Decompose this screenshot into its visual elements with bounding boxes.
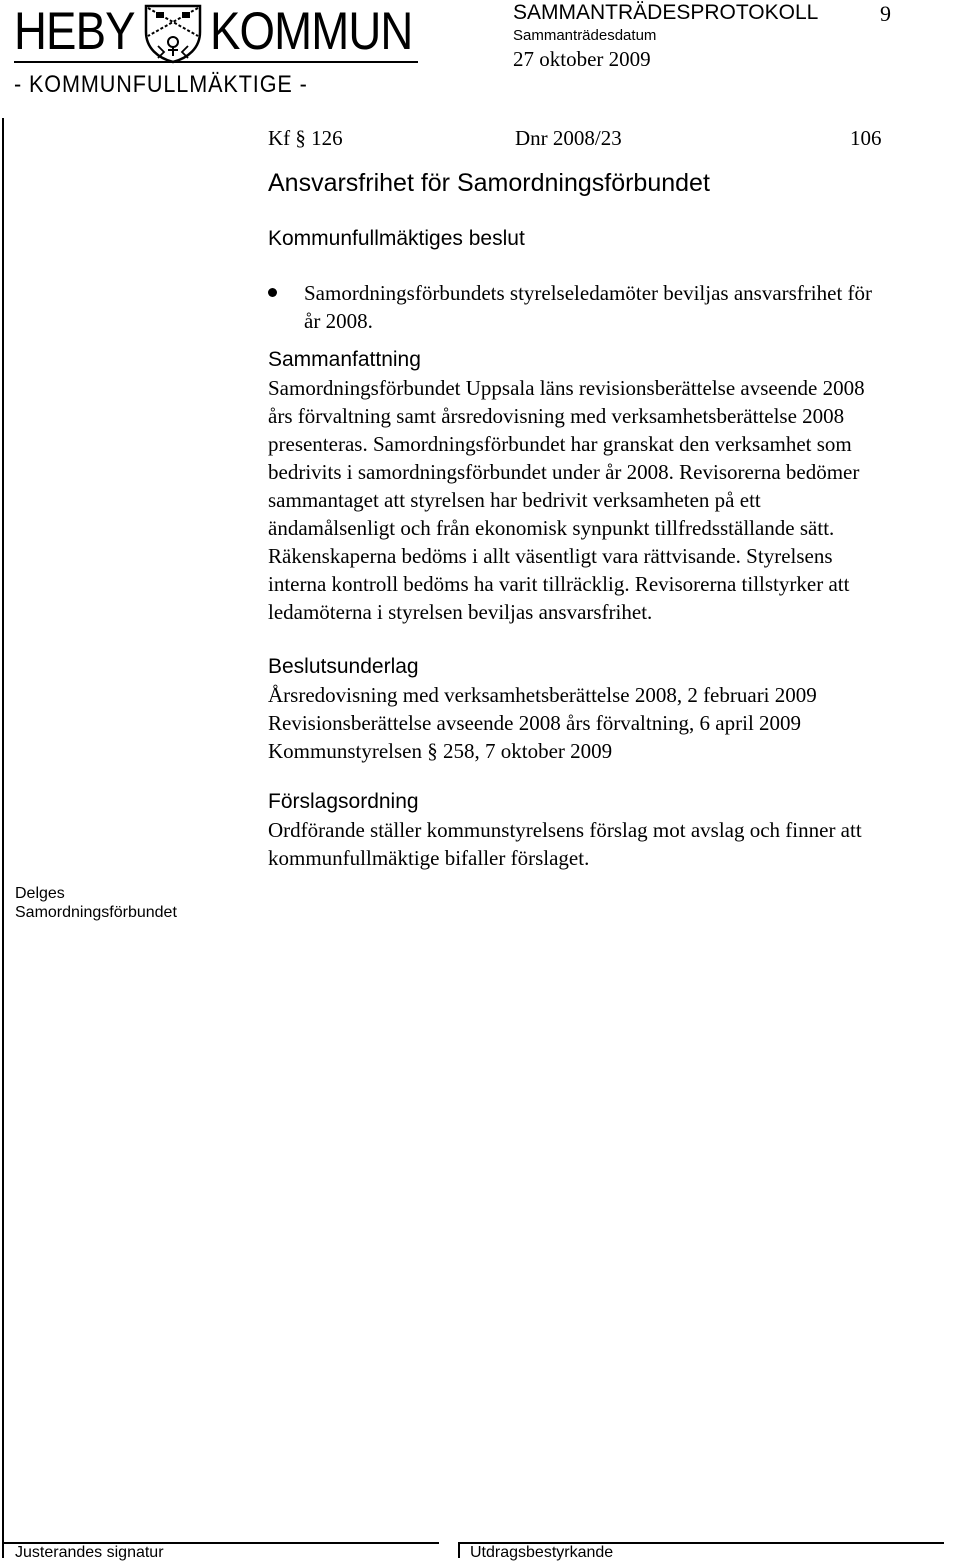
decision-heading: Kommunfullmäktiges beslut [268, 227, 525, 250]
distribution-label: Delges [15, 885, 65, 902]
proposal-body [268, 816, 958, 872]
summary-body [268, 374, 958, 626]
summary-line: ändamålsenligt och från ekonomisk synpunkt tillfredsställande sätt. [268, 516, 835, 540]
case-title: Ansvarsfrihet för Samordningsförbundet [268, 169, 710, 197]
summary-line: sammantaget att styrelsen har bedrivit verksamheten på ett [268, 488, 761, 512]
proposal-line: Ordförande ställer kommunstyrelsens förslag mot avslag och finner att [268, 818, 862, 842]
case-kf: Kf § 126 [268, 126, 343, 150]
footer-divider [458, 1542, 460, 1558]
basis-list [268, 681, 958, 765]
document-title: SAMMANTRÄDESPROTOKOLL [513, 1, 819, 24]
date-label: Sammanträdesdatum [513, 27, 657, 44]
summary-line: Samordningsförbundet Uppsala läns revisionsberättelse avseende 2008 [268, 376, 865, 400]
summary-line: års förvaltning samt årsredovisning med verksamhetsberättelse 2008 [268, 404, 845, 428]
basis-item: Revisionsberättelse avseende 2008 års förvaltning, 6 april 2009 [268, 711, 802, 735]
summary-line: bedrivits i samordningsförbundet under år 2008. Revisorerna bedömer [268, 460, 860, 484]
meeting-date: 27 oktober 2009 [513, 47, 651, 71]
brand-underline [14, 61, 418, 63]
brand-subtitle: - KOMMUNFULLMÄKTIGE - [14, 71, 308, 98]
case-number: 106 [850, 126, 882, 150]
coat-of-arms-icon [142, 2, 204, 64]
bullet-icon [268, 288, 277, 297]
basis-item: Årsredovisning med verksamhetsberättelse 2008, 2 februari 2009 [268, 683, 817, 707]
basis-item: Kommunstyrelsen § 258, 7 oktober 2009 [268, 739, 613, 763]
distribution-note [15, 884, 177, 922]
basis-heading: Beslutsunderlag [268, 655, 419, 678]
summary-line: interna kontroll bedöms ha varit tillräcklig. Revisorerna tillstyrker att [268, 572, 850, 596]
brand-kommun: KOMMUN [210, 2, 413, 61]
summary-line: presenteras. Samordningsförbundet har granskat den verksamhet som [268, 432, 852, 456]
signature-label: Justerandes signatur [15, 1544, 164, 1561]
brand-heby: HEBY [14, 2, 135, 61]
proposal-heading: Förslagsordning [268, 790, 419, 813]
decision-bullet-line-1: Samordningsförbundets styrelseledamöter beviljas ansvarsfrihet för [304, 281, 873, 305]
case-dnr: Dnr 2008/23 [515, 126, 622, 150]
left-margin-rule [2, 118, 4, 1558]
decision-bullet-line-2: år 2008. [304, 309, 373, 333]
summary-line: ledamöterna i styrelsen beviljas ansvarsfrihet. [268, 600, 653, 624]
certification-label: Utdragsbestyrkande [470, 1544, 614, 1561]
proposal-line: kommunfullmäktige bifaller förslaget. [268, 846, 590, 870]
page-number: 9 [880, 1, 891, 26]
summary-heading: Sammanfattning [268, 348, 421, 371]
distribution-recipient: Samordningsförbundet [15, 904, 177, 921]
summary-line: Räkenskaperna bedöms i allt väsentligt vara rättvisande. Styrelsens [268, 544, 833, 568]
